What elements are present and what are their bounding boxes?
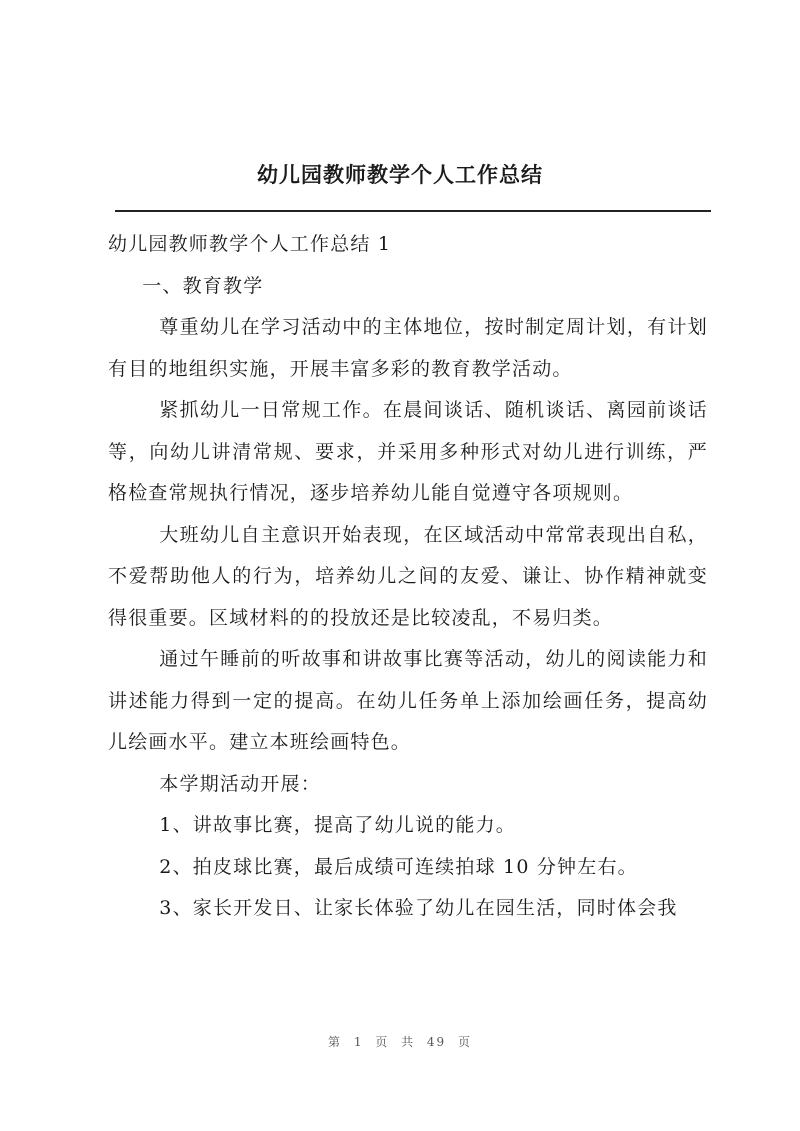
- title-divider: [115, 210, 711, 212]
- list-item: 2、拍皮球比赛，最后成绩可连续拍球 10 分钟左右。: [159, 855, 638, 878]
- document-title: 幼儿园教师教学个人工作总结: [257, 162, 543, 187]
- paragraph: 通过午睡前的听故事和讲故事比赛等活动，幼儿的阅读能力和讲述能力得到一定的提高。在幼儿任务单上添加绘画任务，提高幼儿绘画水平。建立本班绘画特色。: [108, 648, 708, 753]
- list-item: 3、家长开发日、让家长体验了幼儿在园生活，同时体会我: [159, 897, 678, 919]
- paragraph: 尊重幼儿在学习活动中的主体地位，按时制定周计划，有计划有目的地组织实施，开展丰富多彩的教育教学活动。: [108, 316, 708, 380]
- list-item: 1、讲故事比赛，提高了幼儿说的能力。: [159, 814, 516, 836]
- document-body: [108, 224, 708, 930]
- subsection-heading: 一、教育教学: [142, 274, 264, 297]
- section-heading: 幼儿园教师教学个人工作总结 1: [108, 233, 392, 255]
- paragraph: 紧抓幼儿一日常规工作。在晨间谈话、随机谈话、离园前谈话等，向幼儿讲清常规、要求，并采用多种形式对幼儿进行训练，严格检查常规执行情况，逐步培养幼儿能自觉遵守各项规则。: [108, 399, 708, 504]
- page-number-footer: 第 1 页 共 49 页: [328, 1035, 472, 1049]
- paragraph: 大班幼儿自主意识开始表现，在区域活动中常常表现出自私，不爱帮助他人的行为，培养幼儿之间的友爱、谦让、协作精神就变得很重要。区域材料的的投放还是比较凌乱，不易归类。: [108, 523, 708, 629]
- list-intro: 本学期活动开展：: [159, 772, 321, 795]
